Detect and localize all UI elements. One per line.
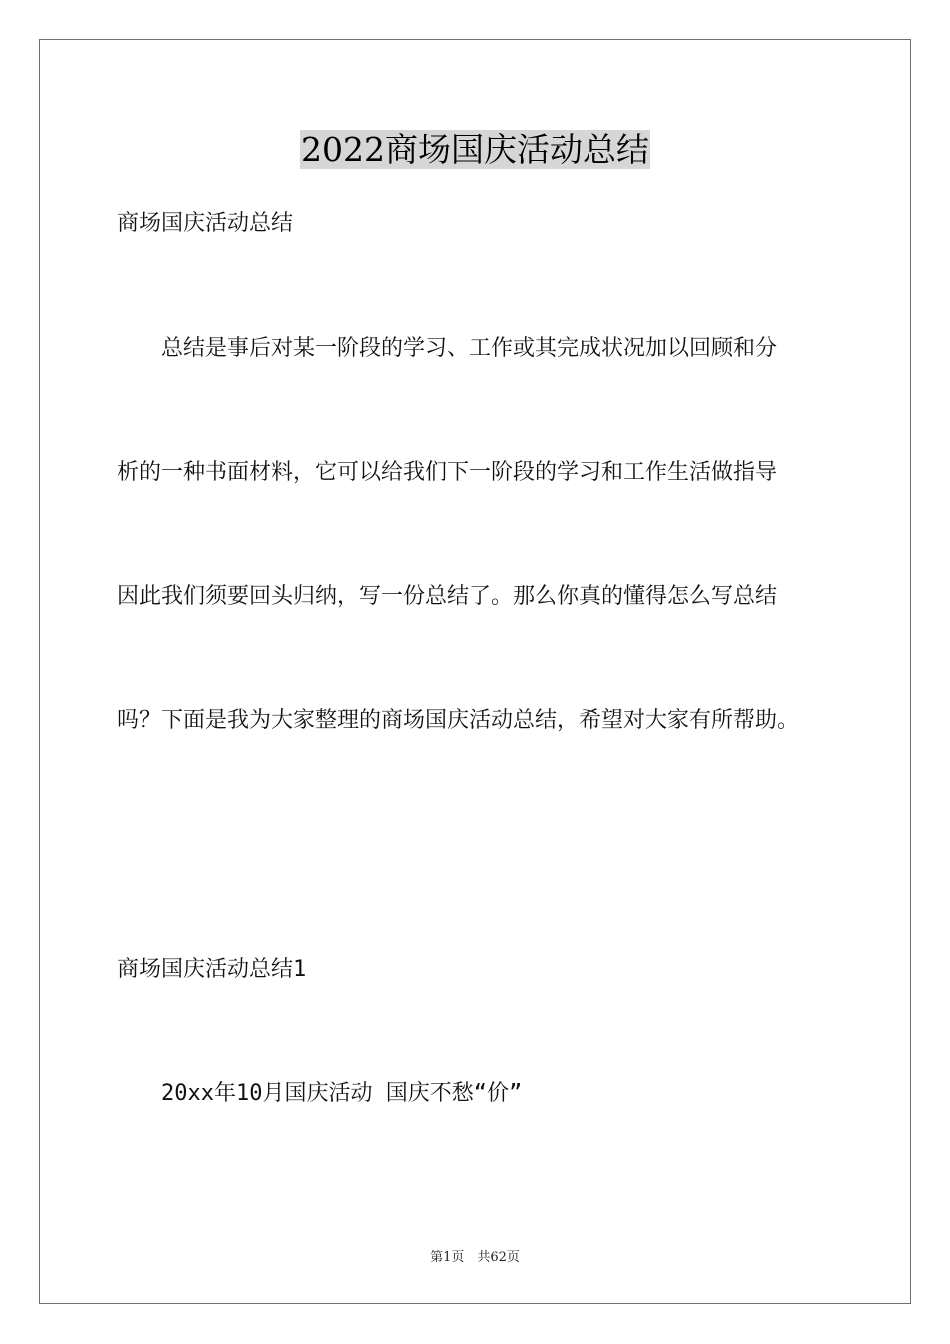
section-heading: 商场国庆活动总结1 bbox=[117, 957, 307, 982]
section-line: 20xx年10月国庆活动 国庆不愁“价” bbox=[117, 1081, 523, 1106]
document-title bbox=[0, 126, 950, 174]
document-subtitle: 商场国庆活动总结 bbox=[117, 211, 294, 236]
page-footer: 第1页 共62页 bbox=[430, 1250, 520, 1265]
intro-line-2: 析的一种书面材料，它可以给我们下一阶段的学习和工作生活做指导 bbox=[117, 460, 778, 485]
intro-line-4: 吗？下面是我为大家整理的商场国庆活动总结，希望对大家有所帮助。 bbox=[117, 708, 800, 733]
document-title-text: 2022商场国庆活动总结 bbox=[301, 130, 649, 169]
intro-line-1: 总结是事后对某一阶段的学习、工作或其完成状况加以回顾和分 bbox=[117, 336, 778, 361]
intro-line-3: 因此我们须要回头归纳，写一份总结了。那么你真的懂得怎么写总结 bbox=[117, 584, 778, 609]
